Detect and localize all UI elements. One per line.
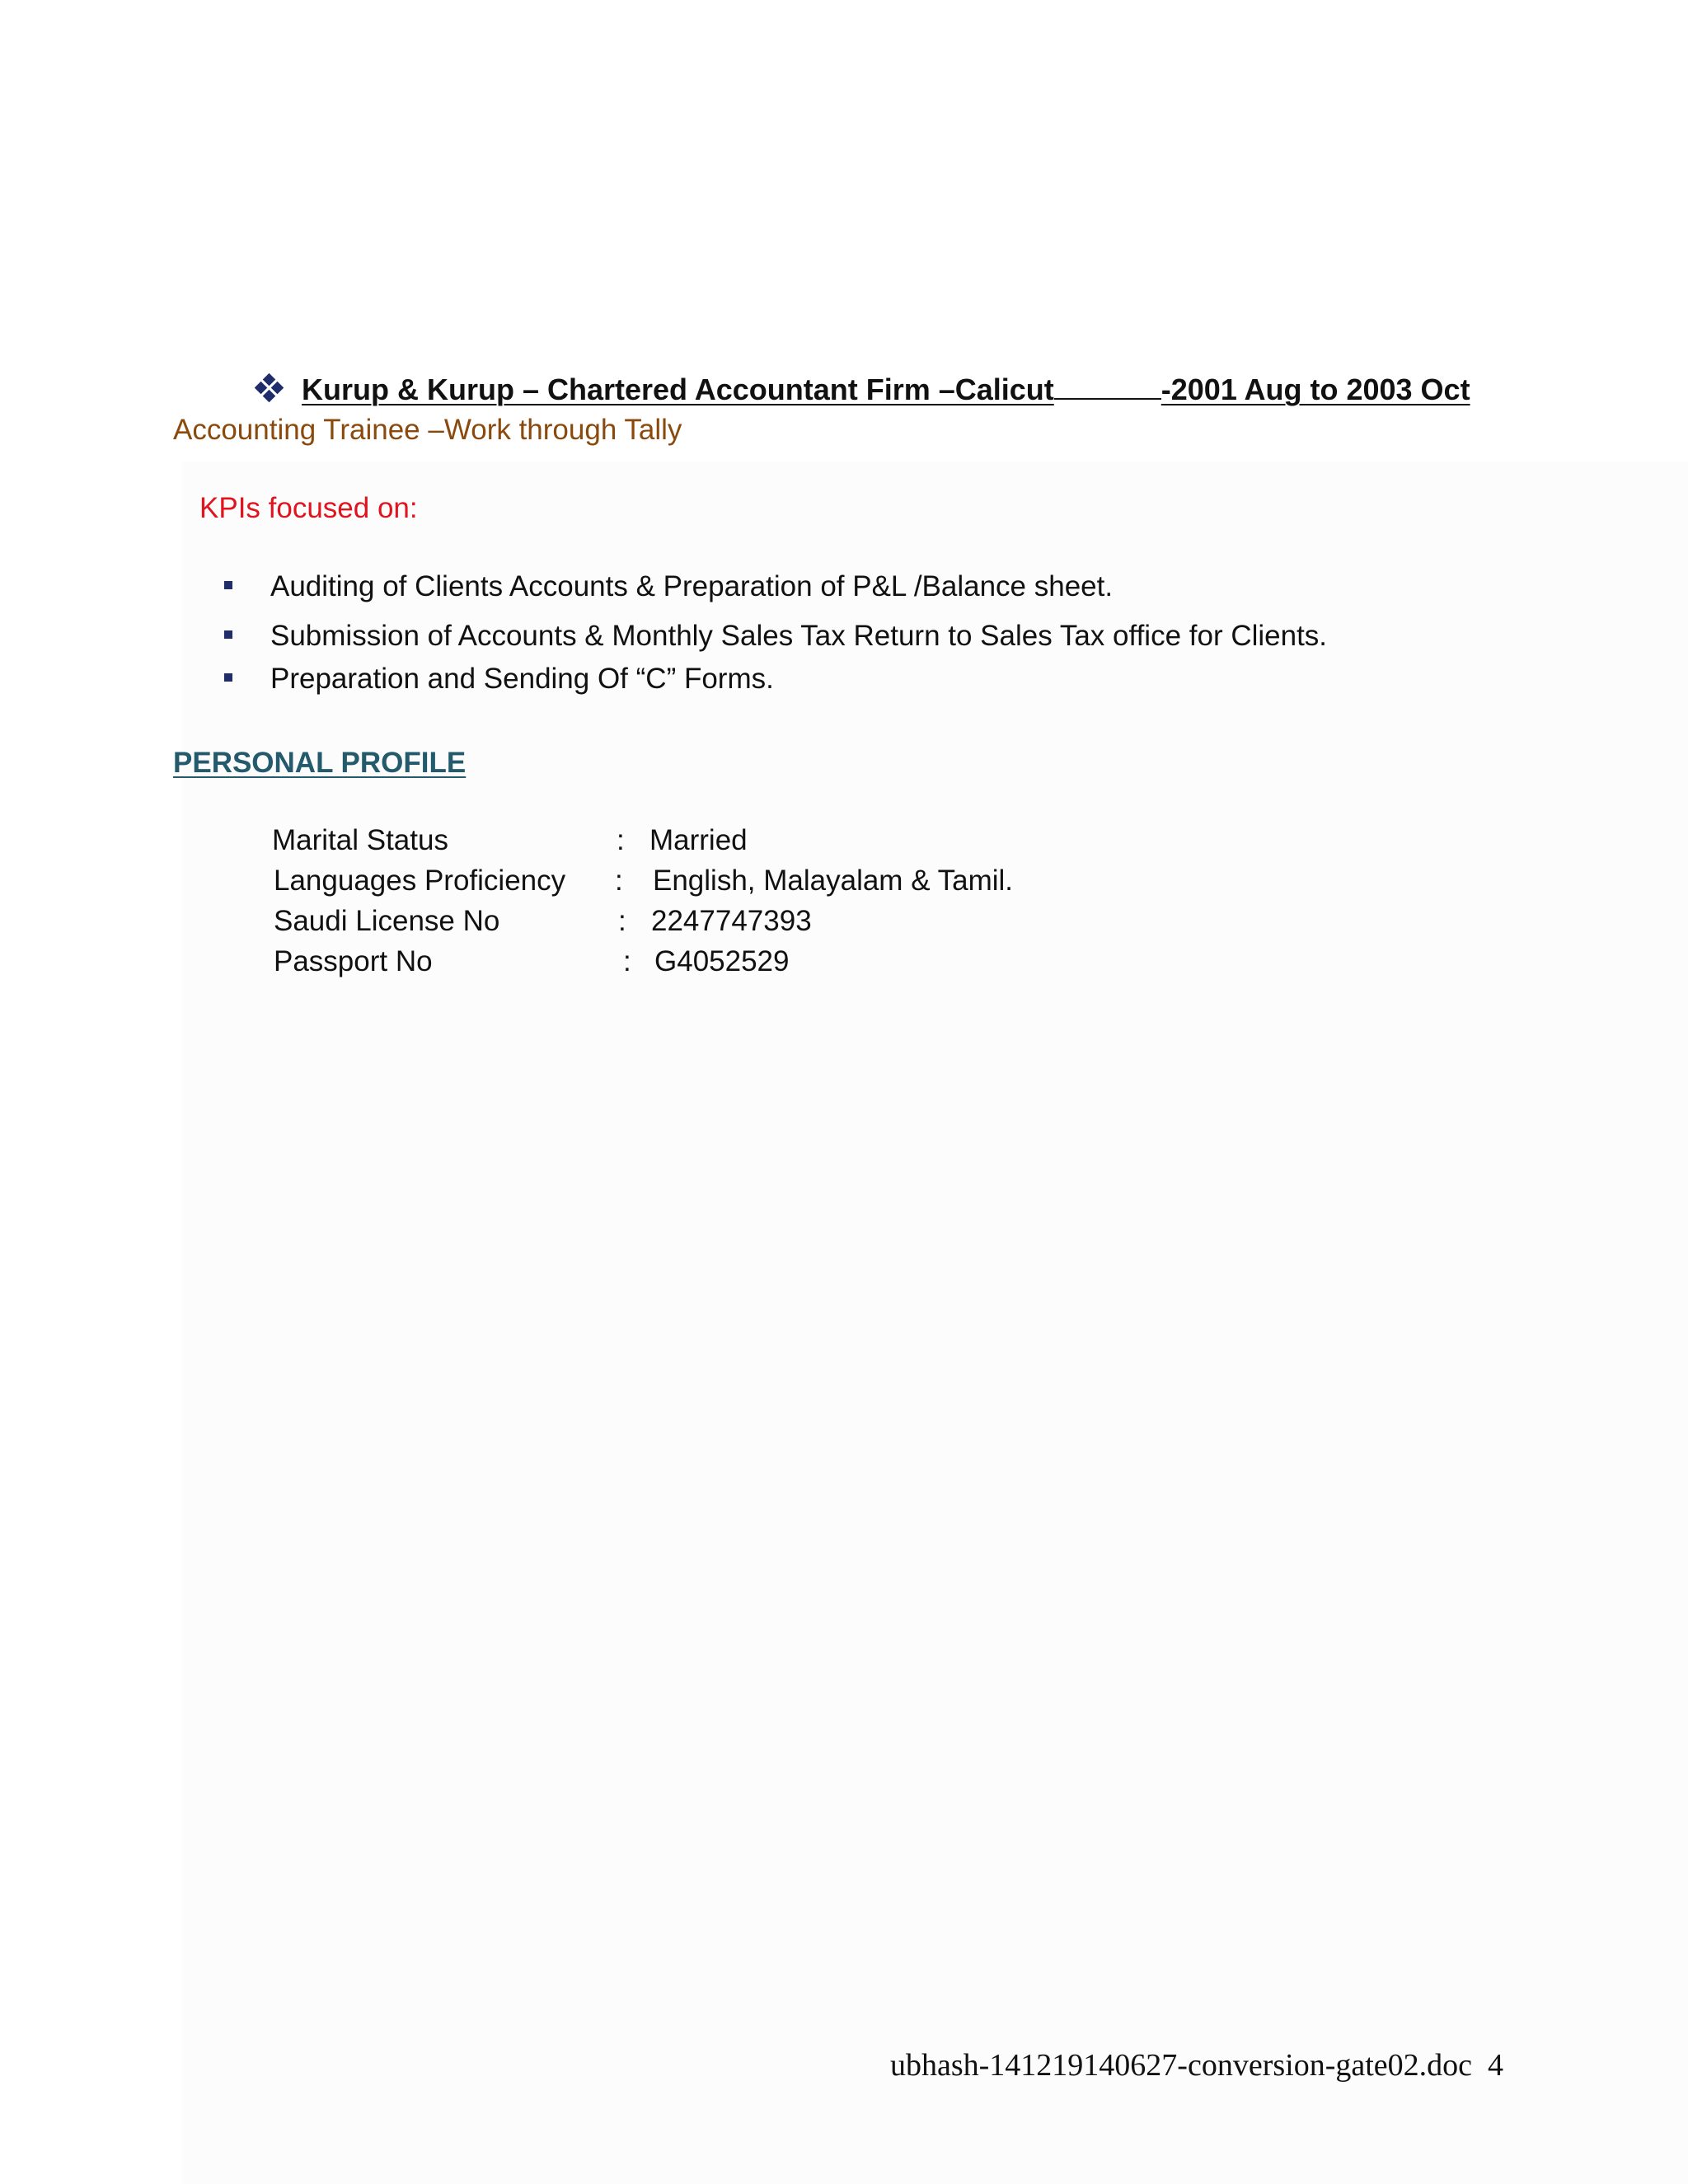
page-background <box>183 462 1688 2184</box>
square-bullet-icon <box>224 630 232 639</box>
square-bullet-icon <box>224 581 232 589</box>
profile-separator: : <box>615 865 623 897</box>
job-heading <box>256 373 1470 407</box>
profile-label-marital-status: Marital Status <box>272 824 448 856</box>
profile-separator: : <box>617 824 625 856</box>
kpi-list-item <box>224 620 1327 653</box>
profile-value-marital-status: Married <box>649 824 748 856</box>
profile-separator: : <box>618 905 626 937</box>
heading-underline-gap <box>1054 373 1161 400</box>
job-period: -2001 Aug to 2003 Oct <box>1160 373 1470 406</box>
job-company: Kurup & Kurup – Chartered Accountant Firm –Calicut <box>302 373 1054 406</box>
profile-label-passport: Passport No <box>274 945 433 977</box>
square-bullet-icon <box>224 673 232 682</box>
profile-value-languages: English, Malayalam & Tamil. <box>653 865 1014 897</box>
profile-separator: : <box>623 945 631 977</box>
diamond-bullet-icon <box>256 374 284 402</box>
job-role: Accounting Trainee –Work through Tally <box>173 414 682 446</box>
kpi-text: Auditing of Clients Accounts & Preparation of P&L /Balance sheet. <box>270 570 1114 602</box>
footer-filename: ubhash-141219140627-conversion-gate02.doc <box>890 2048 1473 2083</box>
kpi-text: Submission of Accounts & Monthly Sales Tax Return to Sales Tax office for Clients. <box>270 620 1328 652</box>
footer-page-number: 4 <box>1488 2048 1504 2083</box>
profile-label-languages: Languages Proficiency <box>274 865 566 897</box>
page-footer <box>890 2047 1503 2083</box>
personal-profile-title: PERSONAL PROFILE <box>173 747 467 779</box>
profile-label-saudi-license: Saudi License No <box>274 905 500 937</box>
profile-value-saudi-license: 2247747393 <box>651 905 812 937</box>
kpi-text: Preparation and Sending Of “C” Forms. <box>270 663 774 695</box>
kpi-list-item <box>224 570 1113 603</box>
kpi-list-item <box>224 663 774 696</box>
profile-value-passport: G4052529 <box>654 945 790 977</box>
kpi-title: KPIs focused on: <box>199 492 418 524</box>
